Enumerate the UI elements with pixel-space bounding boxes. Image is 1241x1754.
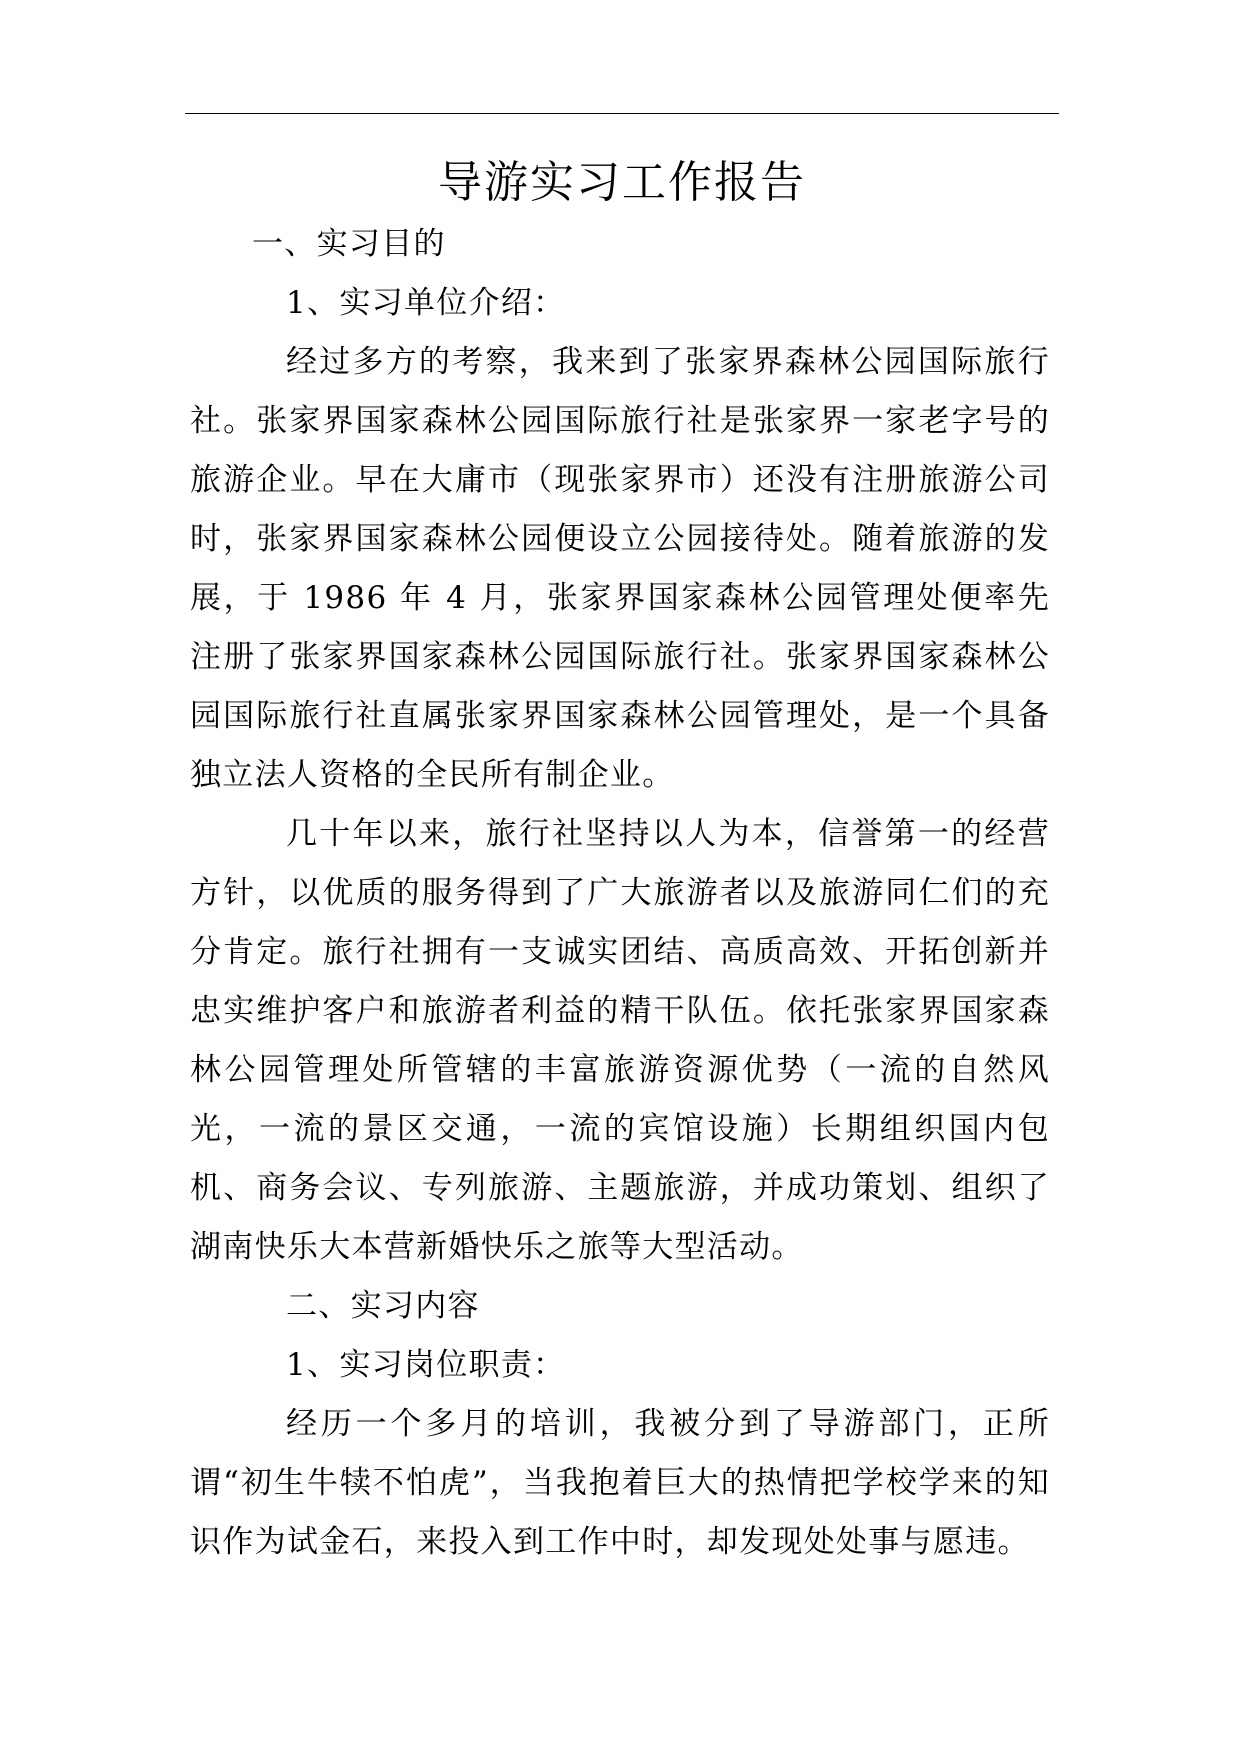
paragraph-unit-intro: 经过多方的考察，我来到了张家界森林公园国际旅行社。张家界国家森林公园国际旅行社是张家界一家老字号的旅游企业。早在大庸市（现张家界市）还没有注册旅游公司时，张家界国家森林公园便设立公园接待处。随着旅游的发展，于 1986 年 4 月，张家界国家森林公园管理处便率先注册了张家界国家森林公园国际旅行社。张家界国家森林公园国际旅行社直属张家界国家森林公园管理处，是一个具备独立法人资格的全民所有制企业。: [190, 344, 1050, 793]
subsection-heading-duties: 1、实习岗位职责：: [286, 1347, 566, 1383]
section-heading-content: 二、实习内容: [286, 1288, 480, 1324]
section-heading-purpose: 一、实习目的: [252, 226, 446, 262]
document-title: 导游实习工作报告: [438, 157, 806, 208]
paragraph-duties: 经历一个多月的培训，我被分到了导游部门，正所谓“初生牛犊不怕虎”，当我抱着巨大的热情把学校学来的知识作为试金石，来投入到工作中时，却发现处处事与愿违。: [190, 1406, 1050, 1560]
subsection-heading-unit-intro: 1、实习单位介绍：: [286, 285, 566, 321]
header-rule: [185, 113, 1059, 114]
document-body: [190, 215, 1050, 1572]
paragraph-agency-history: 几十年以来，旅行社坚持以人为本，信誉第一的经营方针，以优质的服务得到了广大旅游者以及旅游同仁们的充分肯定。旅行社拥有一支诚实团结、高质高效、开拓创新并忠实维护客户和旅游者利益的精干队伍。依托张家界国家森林公园管理处所管辖的丰富旅游资源优势（一流的自然风光，一流的景区交通，一流的宾馆设施）长期组织国内包机、商务会议、专列旅游、主题旅游，并成功策划、组织了湖南快乐大本营新婚快乐之旅等大型活动。: [190, 816, 1050, 1265]
